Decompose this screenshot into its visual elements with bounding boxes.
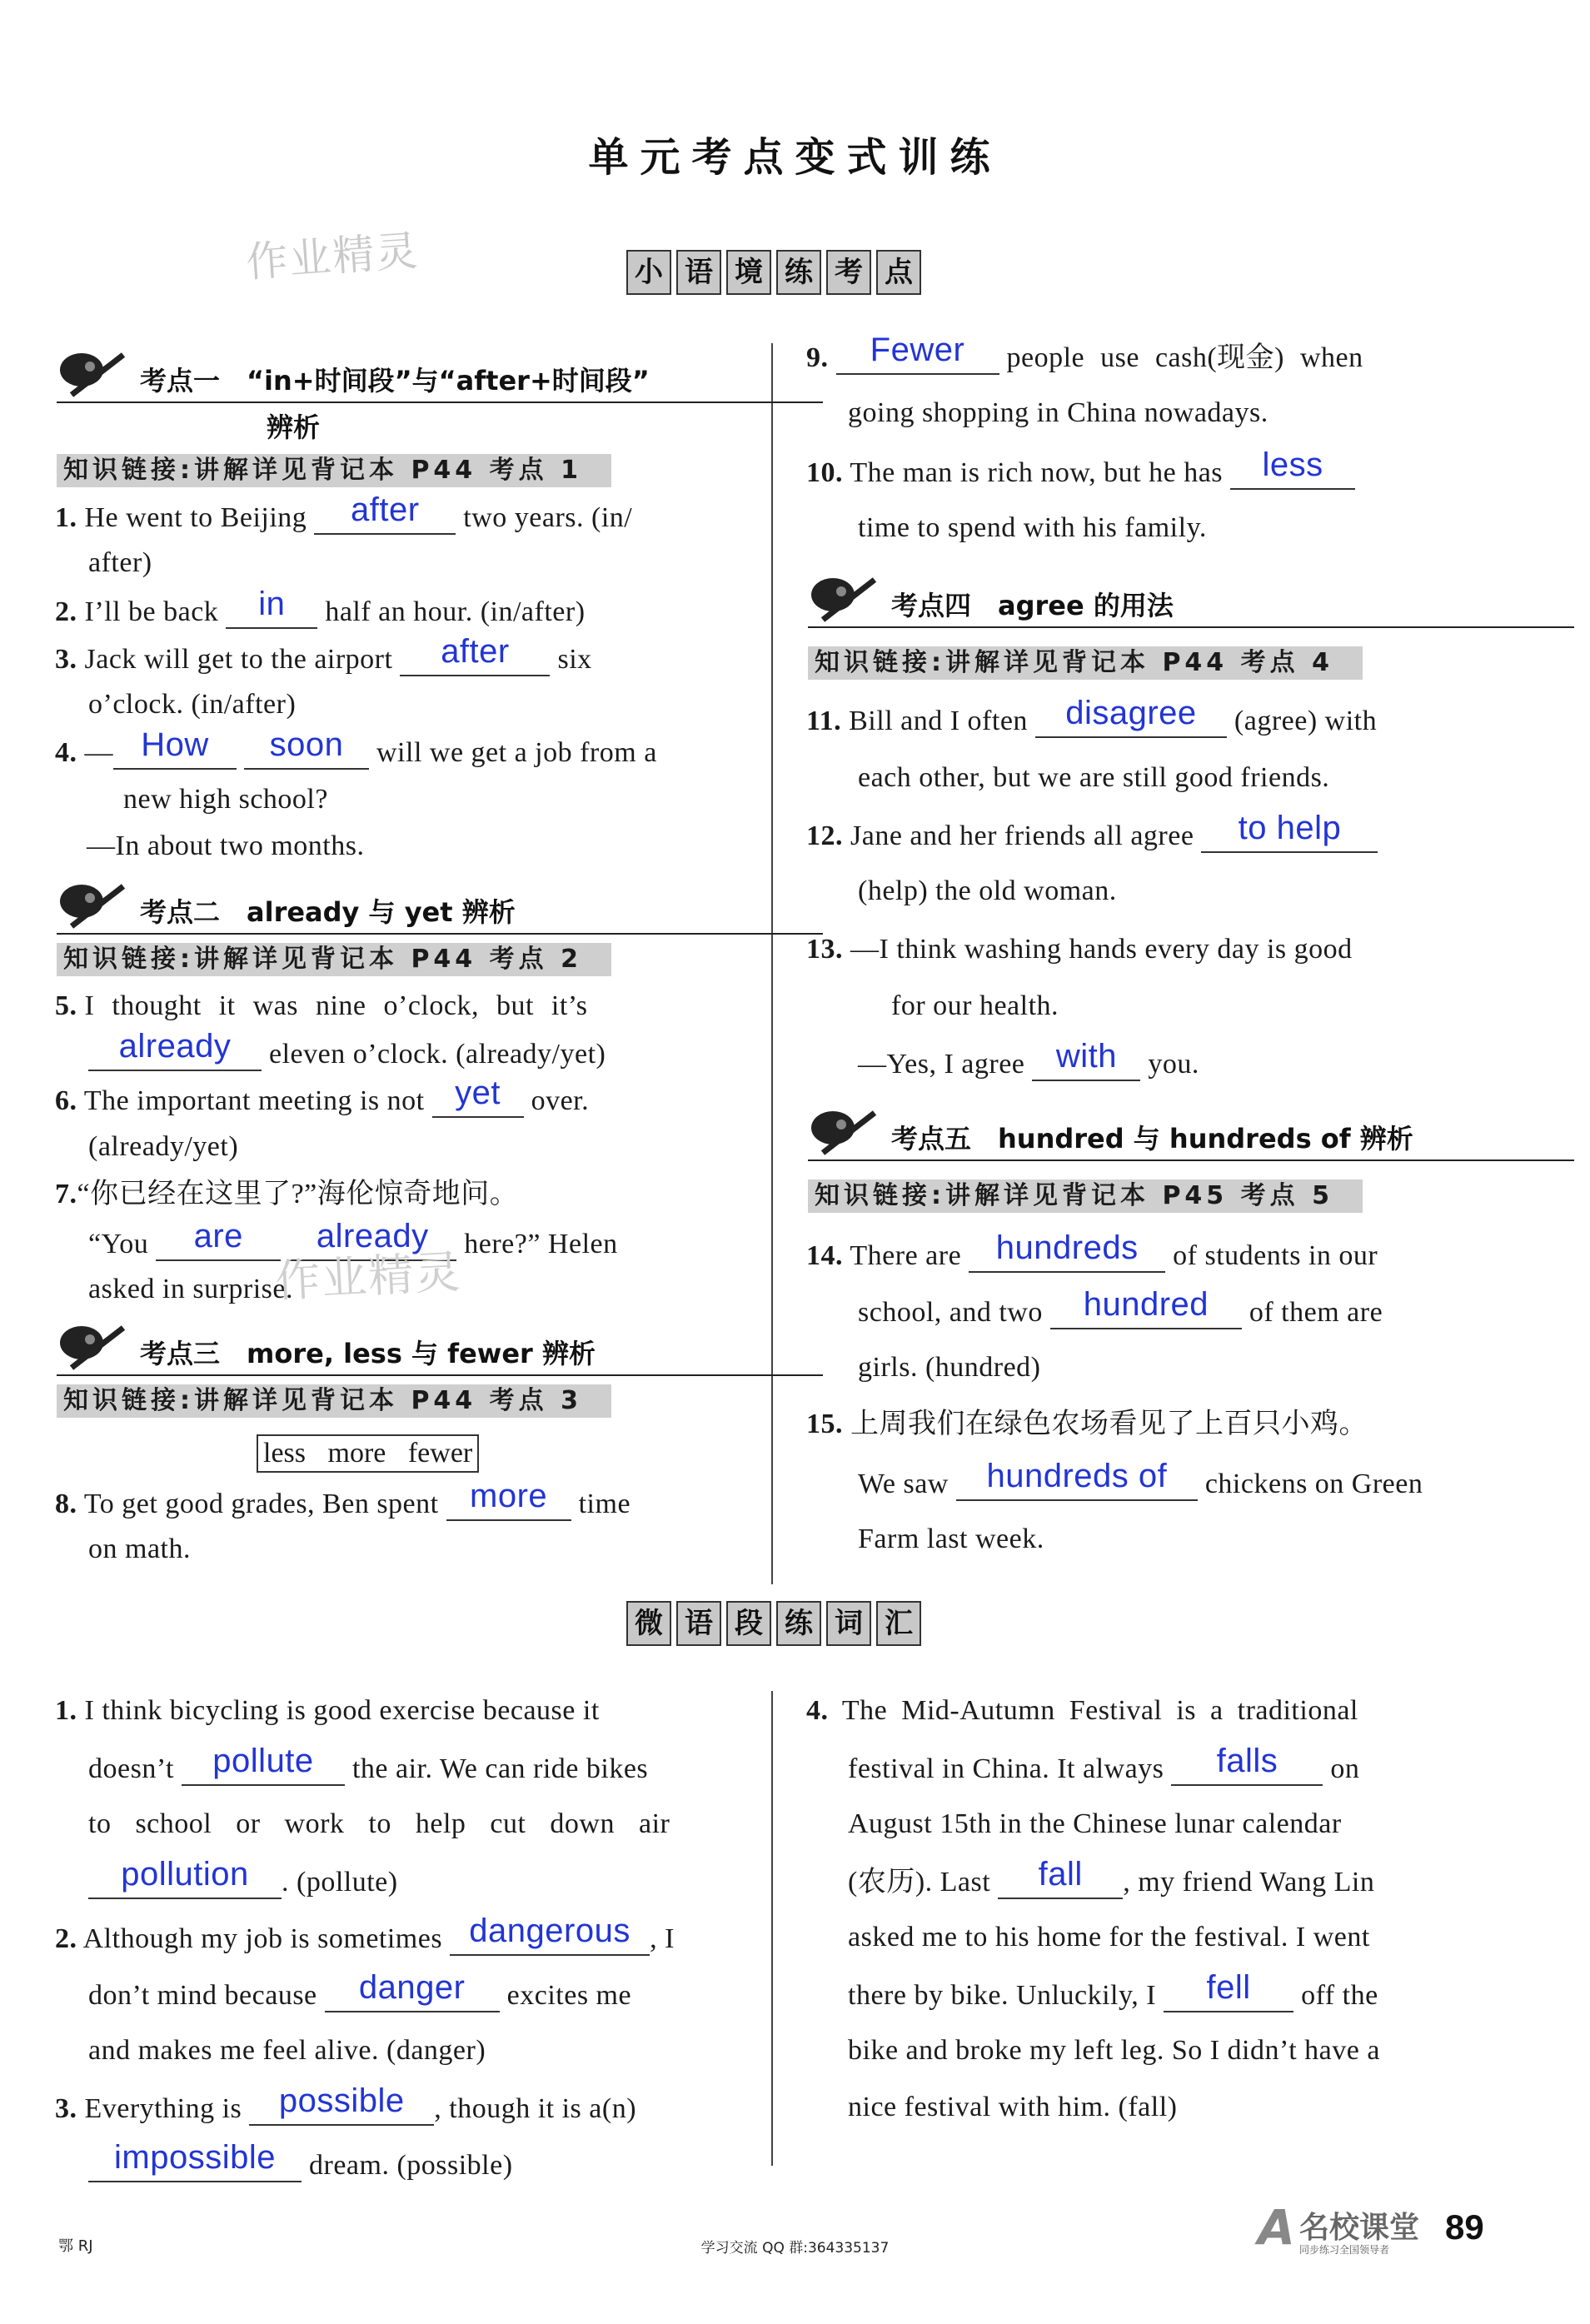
q13-cont: for our health.: [891, 990, 1059, 1021]
q-text: the air. We can ride bikes: [351, 1753, 649, 1784]
q-text: here?” Helen: [464, 1229, 618, 1259]
q-num: 8.: [55, 1489, 77, 1519]
p1-l2: [88, 1743, 649, 1786]
p2-l3: and makes me feel alive. (danger): [88, 2035, 486, 2066]
header-char: 微: [626, 1601, 671, 1646]
header-char: 练: [776, 250, 821, 295]
q-text: people use cash(现金) when: [1006, 342, 1363, 373]
q-text: —: [84, 737, 113, 768]
answer-blank[interactable]: [446, 1478, 571, 1521]
answer: already: [118, 1028, 232, 1065]
q5-cont: [88, 1028, 606, 1071]
q-text: off the: [1301, 1980, 1378, 2011]
q-text: Although my job is sometimes: [82, 1923, 443, 1954]
q-num: 1.: [55, 1695, 77, 1726]
q-text: time: [578, 1489, 631, 1519]
q-text: , though it is a(n): [434, 2093, 637, 2124]
answer: Fewer: [870, 332, 965, 368]
q-num: 4.: [55, 737, 77, 768]
q-text: We saw: [858, 1469, 949, 1499]
q-text: “You: [88, 1229, 149, 1259]
kp2-link: 知识链接:讲解详见背记本 P44 考点 2: [57, 943, 611, 976]
p3-l2: [88, 2139, 513, 2182]
q-text: “你已经在这里了?”海伦惊奇地问。: [77, 1179, 519, 1209]
kp4-title: 考点四 agree 的用法: [891, 590, 1174, 621]
answer-blank[interactable]: [88, 2139, 302, 2182]
kp5-heading: [808, 1118, 1574, 1161]
answer-blank[interactable]: [88, 1028, 262, 1071]
answer: pollution: [121, 1856, 249, 1893]
q-text: The man is rich now, but he has: [850, 457, 1224, 488]
answer-blank[interactable]: [325, 1969, 500, 2012]
answer-blank[interactable]: [1171, 1743, 1323, 1786]
p4-l3: August 15th in the Chinese lunar calendar: [848, 1808, 1342, 1839]
answer: in: [258, 586, 286, 622]
footer-edition: 鄂 RJ: [58, 2237, 93, 2255]
q14: [806, 1229, 1378, 1273]
answer-blank[interactable]: [956, 1458, 1198, 1501]
q-text: Jane and her friends all agree: [850, 820, 1194, 851]
kp3-heading: [57, 1333, 823, 1376]
answer-blank[interactable]: [1050, 1286, 1242, 1329]
q14-cont: [858, 1286, 1383, 1329]
q13-cont2: [858, 1038, 1199, 1081]
q-text: Bill and I often: [849, 706, 1028, 736]
header-char: 练: [776, 1601, 821, 1646]
brush-pen-icon: [808, 570, 885, 628]
header-char: 语: [676, 250, 721, 295]
answer: less: [1262, 446, 1323, 483]
q-num: 7.: [55, 1179, 77, 1209]
answer: after: [441, 633, 510, 670]
q3-cont: o’clock. (in/after): [88, 689, 297, 720]
q-text: six: [557, 644, 592, 675]
header-char: 点: [876, 250, 921, 295]
q-text: eleven o’clock. (already/yet): [269, 1039, 606, 1070]
q-num: 10.: [806, 457, 843, 488]
q10-cont: time to spend with his family.: [858, 512, 1207, 543]
q-text: Jack will get to the airport: [84, 644, 393, 675]
q8-cont: on math.: [88, 1534, 191, 1564]
p4-l2: [848, 1743, 1360, 1786]
answer: impossible: [114, 2139, 276, 2176]
answer: pollute: [212, 1743, 314, 1779]
p4-l4: [848, 1856, 1375, 1899]
logo-icon: A: [1258, 2199, 1295, 2256]
answer-blank[interactable]: [244, 726, 369, 770]
answer-blank[interactable]: [432, 1075, 524, 1118]
kp2-heading: [57, 891, 823, 935]
answer: after: [351, 491, 420, 528]
q-num: 14.: [806, 1240, 843, 1271]
q2: [55, 586, 586, 629]
q7: [55, 1178, 518, 1211]
q-num: 3.: [55, 644, 77, 675]
logo-text: 名校课堂: [1299, 2211, 1420, 2245]
q-text: I thought it was nine o’clock, but it’s: [84, 990, 588, 1021]
q-text: of students in our: [1173, 1240, 1378, 1271]
q-num: 12.: [806, 820, 843, 851]
header-char: 语: [676, 1601, 721, 1646]
q-text: I think bicycling is good exercise because it: [84, 1695, 600, 1726]
q4: [55, 726, 657, 770]
p1-l4: [88, 1856, 398, 1899]
watermark: 作业精灵: [244, 226, 421, 287]
answer: hundred: [1083, 1286, 1209, 1323]
answer: disagree: [1065, 695, 1197, 731]
answer: soon: [269, 726, 344, 763]
q15-cont: [858, 1458, 1423, 1501]
answer-blank[interactable]: [969, 1229, 1165, 1273]
q-text: , my friend Wang Lin: [1123, 1867, 1375, 1898]
p3: [55, 2082, 637, 2126]
answer: yet: [455, 1075, 501, 1111]
q-text: I’ll be back: [84, 596, 219, 627]
q-text: dream. (possible): [309, 2150, 513, 2181]
watermark: 作业精灵: [273, 1245, 463, 1308]
p1: [55, 1694, 600, 1728]
q-num: 11.: [806, 706, 842, 736]
q12: [806, 810, 1378, 853]
answer-blank[interactable]: [998, 1856, 1123, 1899]
answer-blank[interactable]: [1164, 1969, 1293, 2012]
q-num: 15.: [806, 1409, 843, 1439]
kp5-link: 知识链接:讲解详见背记本 P45 考点 5: [808, 1179, 1363, 1213]
answer-blank[interactable]: [1230, 446, 1355, 490]
answer-blank[interactable]: [1035, 695, 1227, 738]
answer-blank[interactable]: [182, 1743, 345, 1786]
q-text: two years. (in/: [463, 502, 633, 533]
answer-blank[interactable]: [1201, 810, 1378, 853]
answer-blank[interactable]: [249, 2082, 434, 2126]
header-char: 境: [726, 250, 771, 295]
kp1-title: 考点一 “in+时间段”与“after+时间段”: [140, 365, 650, 396]
q15: [806, 1408, 1368, 1441]
q-text: will we get a job from a: [376, 737, 657, 768]
answer: fell: [1206, 1969, 1251, 2006]
p1-l3: to school or work to help cut down air: [88, 1808, 670, 1839]
q5: [55, 990, 588, 1023]
answer-blank[interactable]: [156, 1218, 281, 1261]
q1-cont: after): [88, 547, 152, 578]
q-text: There are: [850, 1240, 962, 1271]
kp1-heading: [57, 360, 823, 403]
brush-pen-icon: [57, 345, 133, 403]
q-text: (农历). Last: [848, 1867, 991, 1898]
answer: to help: [1238, 810, 1342, 846]
answer-blank[interactable]: [88, 1856, 282, 1899]
q-text: He went to Beijing: [84, 502, 307, 533]
q-num: 9.: [806, 342, 829, 373]
q9: [806, 332, 1363, 375]
answer: dangerous: [469, 1913, 631, 1949]
q11: [806, 695, 1378, 738]
answer-blank[interactable]: [450, 1913, 650, 1956]
column-divider: [771, 1691, 773, 2166]
q-text: The Mid-Autumn Festival is a traditional: [841, 1695, 1358, 1726]
q9-cont: going shopping in China nowadays.: [848, 397, 1269, 428]
q-text: doesn’t: [88, 1753, 174, 1784]
q-text: over.: [531, 1085, 590, 1116]
q8: [55, 1478, 631, 1521]
q10: [806, 446, 1355, 490]
q-text: school, and two: [858, 1297, 1043, 1328]
q7-cont2: asked in surprise.: [88, 1274, 294, 1304]
brush-pen-icon: [57, 876, 133, 935]
kp5-title: 考点五 hundred 与 hundreds of 辨析: [891, 1123, 1413, 1155]
answer: are: [193, 1218, 243, 1254]
q11-cont: each other, but we are still good friends.: [858, 762, 1330, 793]
answer: already: [316, 1218, 429, 1254]
q15-cont2: Farm last week.: [858, 1524, 1044, 1554]
kp3-link: 知识链接:讲解详见背记本 P44 考点 3: [57, 1384, 611, 1418]
p2: [55, 1913, 675, 1956]
q-text: of them are: [1249, 1297, 1383, 1328]
q-text: excites me: [506, 1980, 632, 2011]
q-text: —I think washing hands every day is good: [850, 934, 1353, 965]
q-text: chickens on Green: [1204, 1469, 1423, 1499]
q-text: on: [1330, 1753, 1360, 1784]
q-num: 3.: [55, 2093, 77, 2124]
kp2-title: 考点二 already 与 yet 辨析: [140, 896, 516, 928]
q-num: 13.: [806, 934, 843, 965]
header-char: 词: [826, 1601, 871, 1646]
answer: with: [1055, 1038, 1117, 1075]
answer: hundreds: [995, 1229, 1139, 1266]
logo-subtext: 同步练习全国领导者: [1299, 2244, 1390, 2256]
q1: [55, 491, 633, 535]
q-text: (agree) with: [1234, 706, 1378, 736]
answer-blank[interactable]: [400, 633, 550, 676]
brush-pen-icon: [808, 1103, 885, 1161]
answer: hundreds of: [986, 1458, 1168, 1494]
p4: [806, 1694, 1358, 1728]
q-text: you.: [1148, 1049, 1199, 1080]
q-text: don’t mind because: [88, 1980, 317, 2011]
p4-l7: bike and broke my left leg. So I didn’t have a: [848, 2035, 1380, 2066]
kp1-link: 知识链接:讲解详见背记本 P44 考点 1: [57, 454, 611, 487]
answer-blank[interactable]: [314, 491, 456, 535]
answer: falls: [1216, 1743, 1278, 1779]
q-text: The important meeting is not: [83, 1085, 425, 1116]
header-char: 段: [726, 1601, 771, 1646]
page-title: 单元考点变式训练: [588, 134, 1002, 181]
header-char: 汇: [876, 1601, 921, 1646]
q3: [55, 633, 592, 676]
p4-l8: nice festival with him. (fall): [848, 2092, 1178, 2122]
q-text: To get good grades, Ben spent: [83, 1489, 439, 1519]
q13: [806, 933, 1353, 966]
q4-answer-line: —In about two months.: [87, 830, 365, 861]
q-num: 6.: [55, 1085, 77, 1116]
q-num: 1.: [55, 502, 77, 533]
answer: fall: [1038, 1856, 1083, 1893]
p4-l6: [848, 1969, 1378, 2012]
q14-cont2: girls. (hundred): [858, 1352, 1041, 1383]
footer-qq: 学习交流 QQ 群:364335137: [700, 2240, 890, 2257]
answer-blank[interactable]: [113, 726, 237, 770]
kp1-title-cont: 辨析: [267, 411, 321, 443]
q-num: 4.: [806, 1695, 829, 1726]
q-text: festival in China. It always: [848, 1753, 1164, 1784]
page-number: 89: [1445, 2207, 1484, 2247]
q-text: 上周我们在绿色农场看见了上百只小鸡。: [850, 1409, 1368, 1439]
q-text: , I: [650, 1923, 675, 1954]
q-text: Everything is: [84, 2093, 242, 2124]
q6-cont: (already/yet): [88, 1131, 239, 1162]
answer: possible: [278, 2082, 405, 2119]
p4-l5: asked me to his home for the festival. I went: [848, 1922, 1370, 1952]
q4-cont: new high school?: [123, 784, 328, 815]
brush-pen-icon: [57, 1318, 133, 1376]
kp3-title: 考点三 more, less 与 fewer 辨析: [140, 1338, 596, 1369]
header-char: 小: [626, 250, 671, 295]
q-text: half an hour. (in/after): [325, 596, 586, 627]
q-text: there by bike. Unluckily, I: [848, 1980, 1157, 2011]
answer-blank[interactable]: [1032, 1038, 1140, 1081]
kp4-heading: [808, 585, 1574, 628]
answer-blank[interactable]: [836, 332, 999, 375]
answer: How: [141, 726, 209, 763]
word-box: less more fewer: [257, 1434, 479, 1473]
q-num: 5.: [55, 990, 77, 1021]
header-char: 考: [826, 250, 871, 295]
answer-blank[interactable]: [226, 586, 317, 629]
kp4-link: 知识链接:讲解详见背记本 P44 考点 4: [808, 646, 1363, 680]
q6: [55, 1075, 590, 1118]
answer: danger: [358, 1969, 466, 2006]
q12-cont: (help) the old woman.: [858, 875, 1117, 906]
p2-l2: [88, 1969, 632, 2012]
column-divider: [771, 343, 773, 1584]
q-text: . (pollute): [282, 1867, 398, 1898]
section-header-vocab: [626, 1601, 921, 1646]
answer: more: [470, 1478, 548, 1514]
q-num: 2.: [55, 1923, 77, 1954]
q-text: —Yes, I agree: [858, 1049, 1025, 1080]
section-header-practice: [626, 250, 921, 295]
q-num: 2.: [55, 596, 77, 627]
